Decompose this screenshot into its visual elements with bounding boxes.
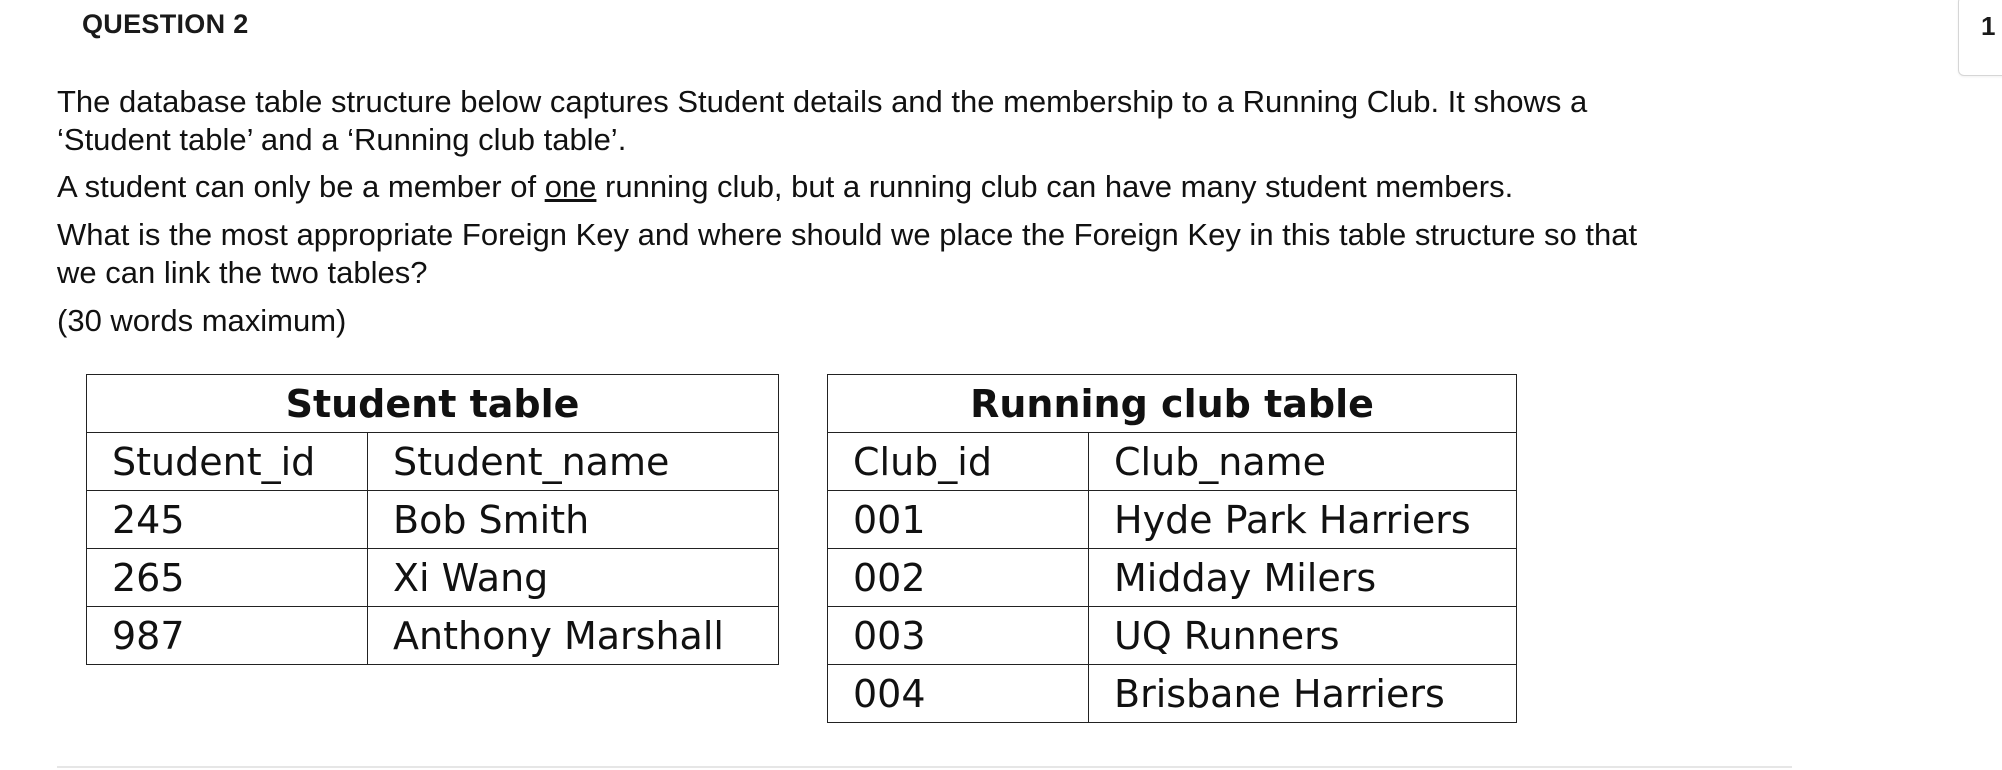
intro-line-1: The database table structure below captures Student details and the membership to a Running Club. It shows a xyxy=(57,84,1588,119)
student-table-caption-row xyxy=(87,375,779,433)
table-row xyxy=(87,549,779,607)
club-id-cell: 002 xyxy=(828,549,1089,607)
student-id-cell: 265 xyxy=(87,549,368,607)
intro-line-2: ‘Student table’ and a ‘Running club table’. xyxy=(57,122,627,157)
club-name-cell: Brisbane Harriers xyxy=(1089,665,1517,723)
table-row xyxy=(828,607,1517,665)
student-name-cell: Anthony Marshall xyxy=(368,607,779,665)
student-id-cell: 245 xyxy=(87,491,368,549)
constraint-text-end: running club, but a running club can have many student members. xyxy=(596,169,1514,204)
student-table-caption: Student table xyxy=(87,375,779,433)
table-row xyxy=(87,607,779,665)
table-row xyxy=(87,491,779,549)
club-name-cell: Hyde Park Harriers xyxy=(1089,491,1517,549)
student-name-header: Student_name xyxy=(368,433,779,491)
points-tab xyxy=(1958,0,2002,76)
student-id-header: Student_id xyxy=(87,433,368,491)
prompt-line-2: we can link the two tables? xyxy=(57,255,428,290)
club-name-header: Club_name xyxy=(1089,433,1517,491)
question-title: QUESTION 2 xyxy=(82,9,249,39)
table-row xyxy=(828,549,1517,607)
student-id-cell: 987 xyxy=(87,607,368,665)
student-table-header-row xyxy=(87,433,779,491)
section-divider xyxy=(57,766,1792,768)
club-name-cell: UQ Runners xyxy=(1089,607,1517,665)
club-table xyxy=(827,374,1517,723)
prompt-line-1: What is the most appropriate Foreign Key and where should we place the Foreign Key in this table structure so that xyxy=(57,217,1638,252)
club-id-cell: 003 xyxy=(828,607,1089,665)
club-table-caption: Running club table xyxy=(828,375,1517,433)
points-value: 1 xyxy=(1981,11,1996,41)
club-name-cell: Midday Milers xyxy=(1089,549,1517,607)
club-id-cell: 001 xyxy=(828,491,1089,549)
club-id-cell: 004 xyxy=(828,665,1089,723)
club-id-header: Club_id xyxy=(828,433,1089,491)
student-table xyxy=(86,374,779,665)
word-limit: (30 words maximum) xyxy=(57,303,347,338)
student-name-cell: Xi Wang xyxy=(368,549,779,607)
club-table-caption-row xyxy=(828,375,1517,433)
constraint-text-start: A student can only be a member of xyxy=(57,169,545,204)
table-row xyxy=(828,665,1517,723)
constraint-sentence xyxy=(57,168,1513,206)
table-row xyxy=(828,491,1517,549)
club-table-header-row xyxy=(828,433,1517,491)
emphasis-one: one xyxy=(544,169,597,204)
student-name-cell: Bob Smith xyxy=(368,491,779,549)
